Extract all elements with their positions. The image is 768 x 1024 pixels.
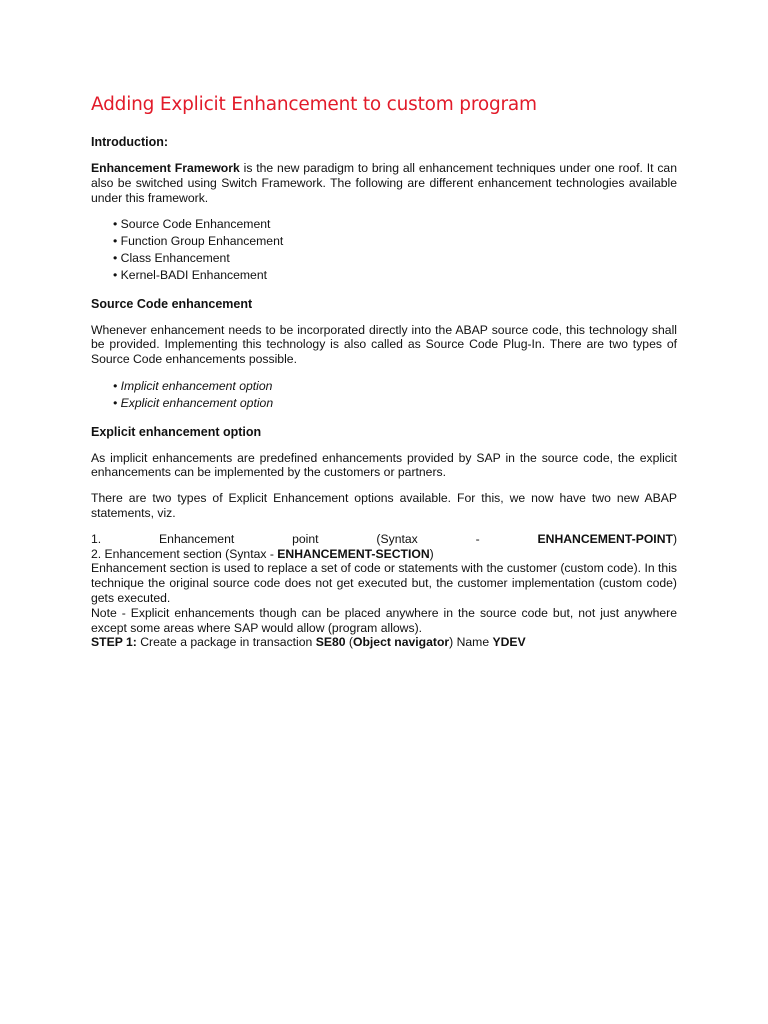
list-item: • Kernel-BADI Enhancement (113, 267, 677, 284)
item-keyword (538, 532, 677, 547)
list-item: • Class Enhancement (113, 250, 677, 267)
transaction-code: SE80 (315, 635, 346, 650)
intro-bold-term: Enhancement Framework (91, 161, 240, 175)
item-number: 1. (91, 531, 102, 546)
list-item: • Function Group Enhancement (113, 233, 677, 250)
item-close: ) (672, 531, 677, 546)
step-text: ( (345, 635, 353, 650)
list-item: • Source Code Enhancement (113, 216, 677, 233)
document-content (91, 94, 677, 650)
list-item: • Implicit enhancement option (113, 378, 677, 395)
list-item: • Explicit enhancement option (113, 395, 677, 412)
explicit-heading: Explicit enhancement option (91, 424, 262, 439)
item-word: point (292, 531, 319, 546)
note-paragraph: Note - Explicit enhancements though can be placed anywhere in the source code but, not just anywhere except some areas where SAP would allow (program allows). (91, 605, 677, 635)
package-name: YDEV (492, 635, 526, 650)
enhancement-point-line (91, 532, 677, 547)
technology-list (91, 216, 677, 283)
option-list (91, 378, 677, 412)
source-code-paragraph: Whenever enhancement needs to be incorporated directly into the ABAP source code, this technology shall be provided. Implementing this technology is also called as Source Code Plug-In. There are two types of Source Code enhancements possible. (91, 322, 677, 367)
object-navigator-term: Object navigator (352, 635, 450, 650)
step-label: STEP 1: (91, 635, 137, 650)
item-word: - (475, 531, 480, 546)
source-code-heading: Source Code enhancement (91, 296, 253, 311)
item-word: Enhancement (159, 531, 235, 546)
item-close: ) (429, 546, 434, 561)
enhancement-section-line (91, 547, 677, 562)
item-word: (Syntax (376, 531, 418, 546)
step-text: ) Name (449, 635, 493, 650)
intro-paragraph (91, 161, 677, 205)
section-paragraph: Enhancement section is used to replace a set of code or statements with the customer (custom code). In this technique the original source code does not get executed but, the customer implementation (custom code) gets executed. (91, 561, 677, 605)
enhancement-section-keyword: ENHANCEMENT-SECTION (277, 546, 430, 561)
item-text: 2. Enhancement section (Syntax - (91, 546, 278, 561)
explicit-paragraph-2: There are two types of Explicit Enhancement options available. For this, we now have two new ABAP statements, viz. (91, 491, 677, 520)
document-title: Adding Explicit Enhancement to custom program (91, 94, 537, 115)
explicit-paragraph-1: As implicit enhancements are predefined enhancements provided by SAP in the source code, the explicit enhancements can be implemented by the customers or partners. (91, 450, 677, 480)
enhancement-point-keyword: ENHANCEMENT-POINT (537, 531, 673, 546)
step-text: Create a package in transaction (136, 635, 316, 650)
step-1-line (91, 635, 677, 650)
intro-text: is the new paradigm to bring all enhancement techniques under one roof. It can also be switched using Switch Framework. The following are different enhancement technologies available under this framework. (91, 161, 677, 205)
intro-heading: Introduction: (91, 135, 169, 149)
